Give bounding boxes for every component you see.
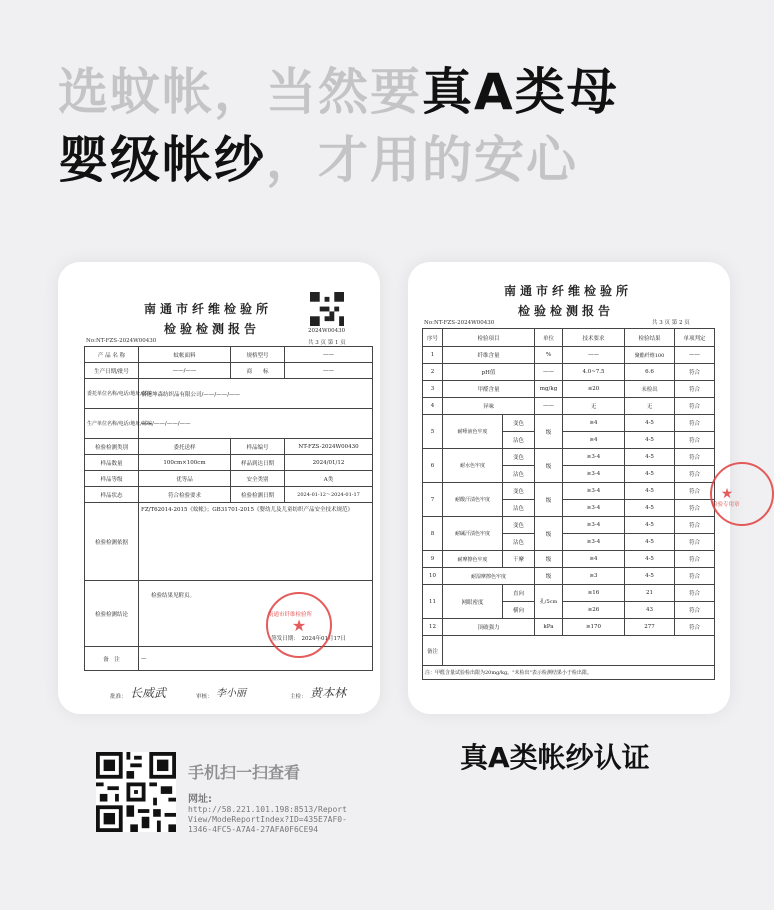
table-row bbox=[423, 381, 715, 398]
table-cell: 8 bbox=[423, 517, 443, 551]
table-cell: 4-5 bbox=[625, 449, 675, 466]
issue-date: 签发日期： 2024年01月17日 bbox=[271, 636, 346, 642]
table-cell: 顶破强力 bbox=[443, 619, 535, 636]
table-cell: 耐唾液色牢度 bbox=[443, 415, 503, 449]
table-cell: 符合 bbox=[675, 381, 715, 398]
table-row bbox=[85, 471, 373, 487]
report-qr-code-icon[interactable] bbox=[96, 752, 176, 832]
table-cell: 样品状态 bbox=[85, 487, 139, 503]
report-number: No:NT-FZS-2024W00430 bbox=[424, 320, 495, 326]
table-row bbox=[423, 347, 715, 364]
table-cell: 异味 bbox=[443, 398, 535, 415]
table-cell: 耐水色牢度 bbox=[443, 449, 503, 483]
conclusion-text: 检验结果见附页。 bbox=[151, 593, 196, 599]
table-row bbox=[423, 364, 715, 381]
table-cell: ≥26 bbox=[563, 602, 625, 619]
table-row bbox=[85, 363, 373, 379]
table-cell: —— bbox=[563, 347, 625, 364]
table-cell: ——/——/——/—— bbox=[139, 409, 373, 439]
table-cell: ≥4 bbox=[563, 415, 625, 432]
scan-caption: 手机扫一扫查看 bbox=[188, 763, 301, 782]
footnote: 注：甲醛含量试验检出限为20mg/kg。"未检出"表示检测结果小于检出限。 bbox=[423, 666, 715, 680]
table-cell: 6 bbox=[423, 449, 443, 483]
table-cell: 符合检验要求 bbox=[139, 487, 231, 503]
conclusion-label: 检验检测结论 bbox=[85, 581, 139, 647]
reviewer-label: 审核： bbox=[196, 694, 213, 700]
table-cell: 符合 bbox=[675, 602, 715, 619]
headline-line-1 bbox=[58, 62, 619, 122]
table-cell: 1 bbox=[423, 347, 443, 364]
table-cell: 2024-01-12～2024-01-17 bbox=[285, 487, 373, 503]
table-row bbox=[85, 455, 373, 471]
table-cell: pH值 bbox=[443, 364, 535, 381]
table-cell: A类 bbox=[285, 471, 373, 487]
table-cell: 符合 bbox=[675, 500, 715, 517]
inspector-label: 主检： bbox=[290, 694, 307, 700]
table-cell: 4-5 bbox=[625, 568, 675, 585]
table-cell: 符合 bbox=[675, 449, 715, 466]
table-cell: ≥3-4 bbox=[563, 534, 625, 551]
table-cell: 277 bbox=[625, 619, 675, 636]
table-cell: 2 bbox=[423, 364, 443, 381]
table-cell: 沾色 bbox=[503, 500, 535, 517]
table-cell: 4-5 bbox=[625, 432, 675, 449]
report-title: 检验检测报告 bbox=[164, 322, 261, 336]
table-cell: 网眼密度 bbox=[443, 585, 503, 619]
report-org: 南通市纤维检验所 bbox=[144, 302, 273, 316]
table-cell: —— bbox=[535, 398, 563, 415]
reviewer-signature: 李小丽 bbox=[216, 688, 246, 699]
table-cell: 6.6 bbox=[625, 364, 675, 381]
headline-line-1-dark: 真A类母 bbox=[422, 63, 619, 121]
table-cell: 生产单位名称/电话/地址/邮编 bbox=[85, 409, 139, 439]
table-cell: 符合 bbox=[675, 551, 715, 568]
table-cell: ≥3 bbox=[563, 568, 625, 585]
table-cell: 符合 bbox=[675, 415, 715, 432]
basis-text: FZ/T62014-2015《蚊帐》；GB31701-2015《婴幼儿及儿童纺织产品安全技术规范》 bbox=[139, 503, 373, 581]
table-cell: 沾色 bbox=[503, 466, 535, 483]
table-cell: 甲醛含量 bbox=[443, 381, 535, 398]
table-cell: 4-5 bbox=[625, 415, 675, 432]
url-label: 网址: bbox=[188, 794, 212, 805]
table-cell: 沾色 bbox=[503, 432, 535, 449]
table-cell: 样品数量 bbox=[85, 455, 139, 471]
table-cell: 4.0~7.5 bbox=[563, 364, 625, 381]
report-card-page-1 bbox=[58, 262, 380, 714]
table-row bbox=[423, 398, 715, 415]
table-cell: 21 bbox=[625, 585, 675, 602]
table-cell: 级 bbox=[535, 568, 563, 585]
table-cell: 符合 bbox=[675, 517, 715, 534]
remark-label: 备注 bbox=[423, 636, 443, 666]
table-row bbox=[423, 517, 715, 534]
report-title: 检验检测报告 bbox=[518, 304, 615, 318]
certification-title: 真A类帐纱认证 bbox=[460, 741, 650, 774]
table-cell: 4-5 bbox=[625, 517, 675, 534]
table-cell: 检验检测日期 bbox=[231, 487, 285, 503]
table-cell: 变色 bbox=[503, 415, 535, 432]
report-number: No:NT-FZS-2024W00430 bbox=[86, 338, 157, 344]
table-cell: 符合 bbox=[675, 568, 715, 585]
column-header: 单项判定 bbox=[675, 329, 715, 347]
table-cell: 无 bbox=[625, 398, 675, 415]
report-url-link[interactable]: http://58.221.101.198:8513/ReportView/ModeReportIndex?ID=435E7AF0-1346-4FC5-A7A4-27AFA0F6CE94 bbox=[188, 805, 347, 834]
table-cell: 9 bbox=[423, 551, 443, 568]
table-cell: ≥3-4 bbox=[563, 500, 625, 517]
table-row bbox=[85, 487, 373, 503]
table-cell: 符合 bbox=[675, 364, 715, 381]
table-cell: 优等品 bbox=[139, 471, 231, 487]
table-cell: ≥3-4 bbox=[563, 449, 625, 466]
report-card-page-2 bbox=[408, 262, 740, 714]
table-cell: 4-5 bbox=[625, 551, 675, 568]
table-cell: 耐摩擦色牢度 bbox=[443, 551, 503, 568]
table-cell: kPa bbox=[535, 619, 563, 636]
table-cell: 聚酯纤维100 bbox=[625, 347, 675, 364]
table-cell: 沾色 bbox=[503, 534, 535, 551]
table-cell: 规格型号 bbox=[231, 347, 285, 363]
table-cell: ≥170 bbox=[563, 619, 625, 636]
table-cell: 耐碱汗渍色牢度 bbox=[443, 517, 503, 551]
conclusion-cell bbox=[139, 581, 373, 647]
stamp-text: 南通市纤维检验所 bbox=[268, 612, 313, 618]
table-cell: 级 bbox=[535, 483, 563, 517]
stamp-text: 检验专用章 bbox=[712, 502, 740, 508]
report-page: 共 3 页 第 1 页 bbox=[308, 340, 346, 346]
table-cell: 样品到达日期 bbox=[231, 455, 285, 471]
table-cell: 5 bbox=[423, 415, 443, 449]
qr-code-icon bbox=[310, 292, 344, 326]
approver-label: 批准： bbox=[110, 694, 127, 700]
table-cell: 未检出 bbox=[625, 381, 675, 398]
table-row bbox=[423, 483, 715, 500]
table-cell: 符合 bbox=[675, 466, 715, 483]
table-cell: 直向 bbox=[503, 585, 535, 602]
table-cell: 委托单位名称/电话/地址/邮编 bbox=[85, 379, 139, 409]
table-cell: ≤20 bbox=[563, 381, 625, 398]
table-cell: 100cm×100cm bbox=[139, 455, 231, 471]
table-cell: 生产日期/批号 bbox=[85, 363, 139, 379]
table-row bbox=[423, 449, 715, 466]
table-cell: 商 标 bbox=[231, 363, 285, 379]
table-row bbox=[423, 551, 715, 568]
report-page: 共 3 页 第 2 页 bbox=[652, 320, 690, 326]
remark-cell bbox=[443, 636, 715, 666]
stamp-star-icon: ★ bbox=[720, 486, 734, 502]
table-cell: mg/kg bbox=[535, 381, 563, 398]
table-cell: 变色 bbox=[503, 449, 535, 466]
column-header: 技术要求 bbox=[563, 329, 625, 347]
table-row bbox=[85, 439, 373, 455]
table-cell: 安全类别 bbox=[231, 471, 285, 487]
table-cell: 检验检测类别 bbox=[85, 439, 139, 455]
table-row bbox=[85, 379, 373, 409]
table-cell: 变色 bbox=[503, 483, 535, 500]
official-stamp-icon bbox=[266, 592, 332, 658]
table-cell: 符合 bbox=[675, 534, 715, 551]
table-row bbox=[85, 503, 373, 581]
table-cell: ≥16 bbox=[563, 585, 625, 602]
table-cell: NT-FZS-2024W00430 bbox=[285, 439, 373, 455]
table-cell: 耐湿摩擦色牢度 bbox=[443, 568, 535, 585]
qr-caption: 2024W00430 bbox=[308, 328, 346, 334]
results-table bbox=[422, 328, 715, 680]
table-row bbox=[85, 347, 373, 363]
headline-line-2-grey: ，才用的安心 bbox=[266, 131, 578, 189]
headline-line-2 bbox=[58, 130, 578, 190]
table-cell: 符合 bbox=[675, 585, 715, 602]
table-cell: 7 bbox=[423, 483, 443, 517]
table-cell: ——/—— bbox=[139, 363, 231, 379]
table-cell: —— bbox=[535, 364, 563, 381]
table-cell: —— bbox=[285, 347, 373, 363]
table-cell: 无 bbox=[563, 398, 625, 415]
stamp-star-icon: ★ bbox=[291, 615, 307, 635]
table-cell: 级 bbox=[535, 415, 563, 449]
table-cell: 3 bbox=[423, 381, 443, 398]
table-cell: 委托送样 bbox=[139, 439, 231, 455]
table-cell: —— bbox=[675, 347, 715, 364]
remark-value: — bbox=[139, 647, 373, 671]
column-header: 单位 bbox=[535, 329, 563, 347]
table-cell: 级 bbox=[535, 449, 563, 483]
table-cell: 10 bbox=[423, 568, 443, 585]
table-row bbox=[423, 666, 715, 680]
table-cell: 纤维含量 bbox=[443, 347, 535, 364]
column-header: 检验结果 bbox=[625, 329, 675, 347]
headline-line-1-grey: 选蚊帐，当然要 bbox=[58, 63, 422, 121]
table-cell: 级 bbox=[535, 517, 563, 551]
table-cell: 级 bbox=[535, 551, 563, 568]
table-cell: 产 品 名 称 bbox=[85, 347, 139, 363]
table-row bbox=[423, 585, 715, 602]
table-cell: 样品编号 bbox=[231, 439, 285, 455]
table-cell: —— bbox=[285, 363, 373, 379]
table-cell: ≥3-4 bbox=[563, 483, 625, 500]
table-cell: 4 bbox=[423, 398, 443, 415]
table-cell: 11 bbox=[423, 585, 443, 619]
table-cell: 12 bbox=[423, 619, 443, 636]
table-cell: 4-5 bbox=[625, 483, 675, 500]
table-cell: 符合 bbox=[675, 483, 715, 500]
table-cell: 43 bbox=[625, 602, 675, 619]
table-row bbox=[423, 568, 715, 585]
basis-label: 检验检测依据 bbox=[85, 503, 139, 581]
table-cell: 符合 bbox=[675, 398, 715, 415]
headline-line-2-dark: 婴级帐纱 bbox=[58, 131, 266, 189]
table-row bbox=[85, 647, 373, 671]
table-cell: 横向 bbox=[503, 602, 535, 619]
table-cell: 样品等级 bbox=[85, 471, 139, 487]
table-cell: 4-5 bbox=[625, 534, 675, 551]
table-cell: 孔/5cm bbox=[535, 585, 563, 619]
table-cell: 蚊帐面料 bbox=[139, 347, 231, 363]
table-cell: 4-5 bbox=[625, 500, 675, 517]
report-org: 南通市纤维检验所 bbox=[504, 284, 633, 298]
table-row bbox=[423, 636, 715, 666]
table-cell: 2024/01/12 bbox=[285, 455, 373, 471]
inspection-stamp-icon bbox=[710, 462, 774, 526]
table-header-row bbox=[423, 329, 715, 347]
table-cell: 宿迁坤森纺织品有限公司/——/——/—— bbox=[139, 379, 373, 409]
remark-label: 备 注 bbox=[85, 647, 139, 671]
column-header: 序号 bbox=[423, 329, 443, 347]
table-cell: 变色 bbox=[503, 517, 535, 534]
table-cell: ≥3-4 bbox=[563, 517, 625, 534]
table-cell: ≥3-4 bbox=[563, 466, 625, 483]
table-cell: 符合 bbox=[675, 619, 715, 636]
table-cell: % bbox=[535, 347, 563, 364]
column-header: 检验项目 bbox=[443, 329, 535, 347]
table-cell: 耐酸汗渍色牢度 bbox=[443, 483, 503, 517]
table-cell: ≥4 bbox=[563, 432, 625, 449]
table-cell: 4-5 bbox=[625, 466, 675, 483]
approver-signature: 长威武 bbox=[130, 686, 167, 700]
table-row bbox=[423, 619, 715, 636]
table-cell: 符合 bbox=[675, 432, 715, 449]
table-cell: ≥4 bbox=[563, 551, 625, 568]
table-row bbox=[85, 409, 373, 439]
table-row bbox=[423, 415, 715, 432]
inspector-signature: 黄本林 bbox=[310, 686, 347, 700]
table-cell: 干摩 bbox=[503, 551, 535, 568]
